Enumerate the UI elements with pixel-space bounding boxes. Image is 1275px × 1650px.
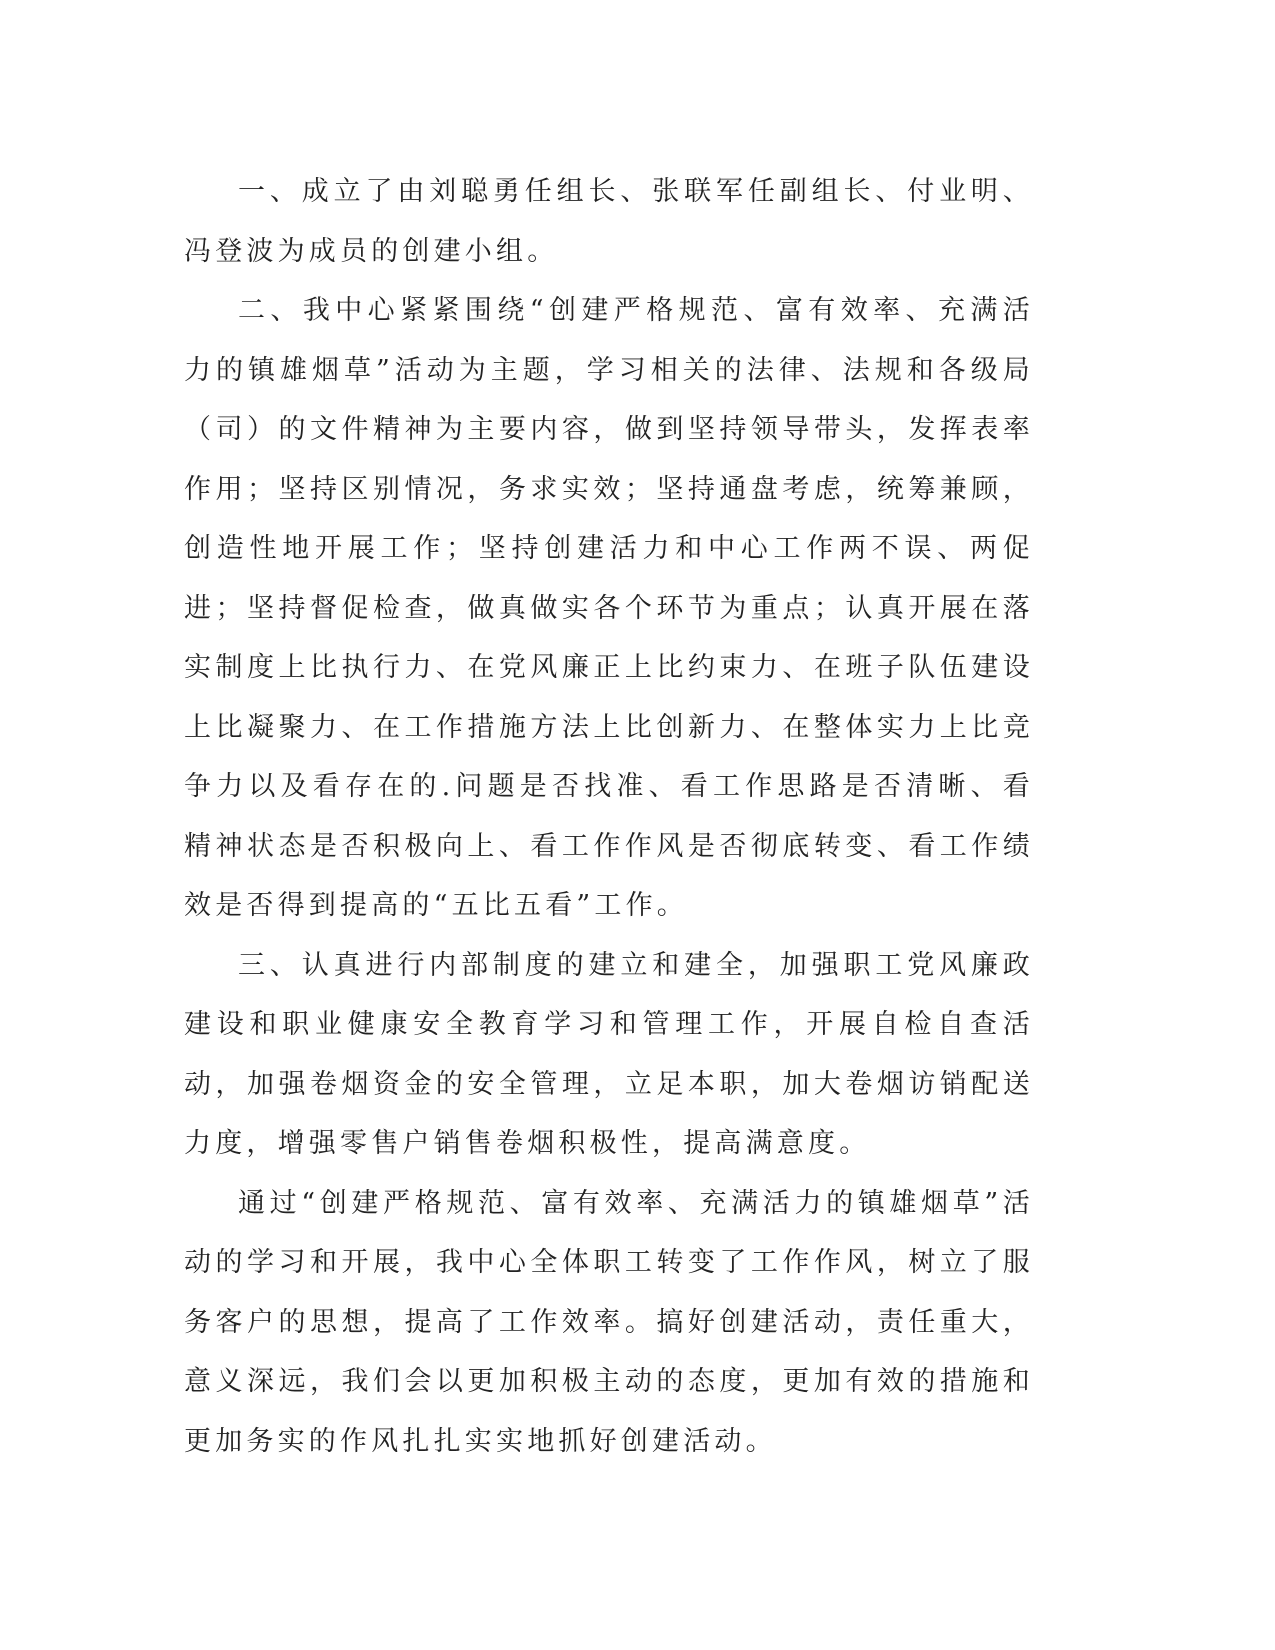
paragraph-team-formation: 一、成立了由刘聪勇任组长、张联军任副组长、付业明、冯登波为成员的创建小组。 [184,176,1034,267]
paragraph-activity-theme: 二、我中心紧紧围绕“创建严格规范、富有效率、充满活力的镇雄烟草”活动为主题，学习相关的法律、法规和各级局（司）的文件精神为主要内容，做到坚持领导带头，发挥表率作用；坚持区别情况，务求实效；坚持通盘考虑，统筹兼顾，创造性地开展工作；坚持创建活力和中心工作两不误、两促进；坚持督促检查，做真做实各个环节为重点；认真开展在落实制度上比执行力、在党风廉正上比约束力、在班子队伍建设上比凝聚力、在工作措施方法上比创新力、在整体实力上比竞争力以及看存在的.问题是否找准、看工作思路是否清晰、看精神状态是否积极向上、看工作作风是否彻底转变、看工作绩效是否得到提高的“五比五看”工作。 [184,295,1034,921]
paragraph-internal-systems: 三、认真进行内部制度的建立和建全，加强职工党风廉政建设和职业健康安全教育学习和管理工作，开展自检自查活动，加强卷烟资金的安全管理，立足本职，加大卷烟访销配送力度，增强零售户销售卷烟积极性，提高满意度。 [184,949,1034,1159]
document-body [184,162,1034,1471]
paragraph-conclusion: 通过“创建严格规范、富有效率、充满活力的镇雄烟草”活动的学习和开展，我中心全体职工转变了工作作风，树立了服务客户的思想，提高了工作效率。搞好创建活动，责任重大，意义深远，我们会以更加积极主动的态度，更加有效的措施和更加务实的作风扎扎实实地抓好创建活动。 [184,1187,1034,1457]
